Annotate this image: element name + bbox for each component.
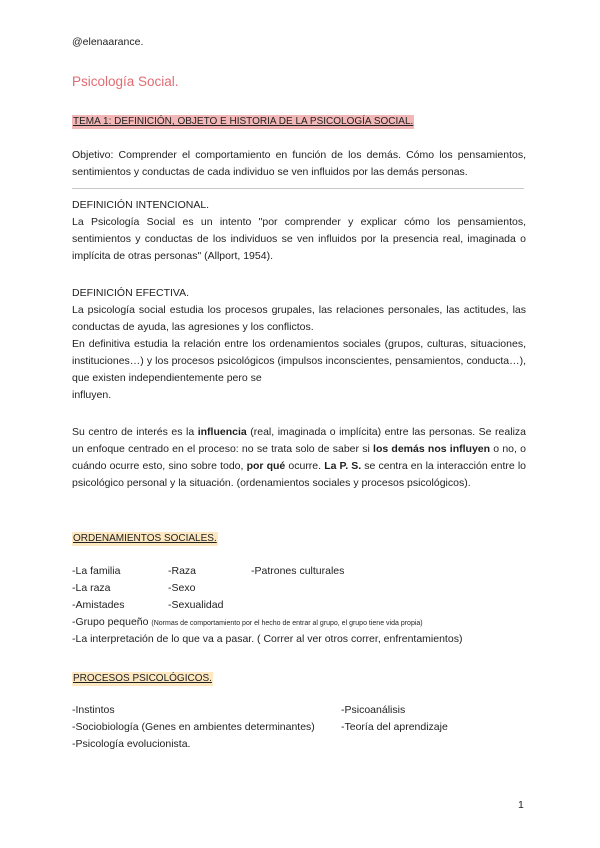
orderings-column-3 [251,563,344,580]
interest-center-paragraph [72,424,526,492]
interpretation-item: -La interpretación de lo que va a pasar. ( Correr al ver otros correr, enfrentamientos) [72,633,463,645]
effective-definition-heading: DEFINICIÓN EFECTIVA. [72,287,190,299]
objective-paragraph: Objetivo: Comprender el comportamiento en función de los demás. Cómo los pensamientos, sentimientos y conductas de cada individuo se ven influidos por las demás personas. [72,149,526,178]
document-title: Psicología Social. [72,74,179,89]
interest-bold-influencia: influencia [197,426,247,438]
list-item: -Psicoanálisis [341,704,406,716]
list-item: -Amistades [72,599,125,611]
interest-text-1: Su centro de interés es la [72,426,198,438]
social-orderings-heading [72,528,218,546]
topic-heading-text: TEMA 1: DEFINICIÓN, OBJETO E HISTORIA DE LA PSICOLOGÍA SOCIAL. [73,116,414,127]
list-item: -La raza [72,582,111,594]
list-item: -Teoría del aprendizaje [341,721,448,733]
effective-definition-text-1: La psicología social estudia los procesos grupales, las relaciones personales, las actitudes, las conductas de ayuda, las agresiones y los conflictos. [72,304,526,333]
page-number: 1 [518,799,524,811]
horizontal-divider [72,188,524,189]
effective-definition-text-3: influyen. [72,389,112,401]
list-item: -Instintos [72,704,115,716]
orderings-column-1 [72,563,125,614]
intentional-definition-heading: DEFINICIÓN INTENCIONAL. [72,199,210,211]
effective-definition-text-2: En definitiva estudia la relación entre los ordenamientos sociales (grupos, culturas, situaciones, instituciones…) y los procesos psicológicos (impulsos inconscientes, pensamientos, conducta…), que existen independientemente pero se [72,338,526,384]
interest-text-5: se centra en la interacción entre lo psicológico personal y la situación. (ordenamientos sociales y procesos psicológicos). [72,460,527,489]
small-group-note: (Normas de comportamiento por el hecho de entrar al grupo, el grupo tiene vida propia) [151,620,423,627]
interest-bold-demas: los demás nos influyen [373,443,491,455]
psych-processes-heading [72,668,213,686]
psych-processes-heading-text: PROCESOS PSICOLÓGICOS. [73,673,212,684]
list-item: -Sexualidad [168,599,224,611]
list-item: -Raza [168,565,197,577]
interest-text-4: ocurre. [285,460,325,472]
small-group-item [72,614,423,632]
small-group-label: -Grupo pequeño [72,616,152,628]
list-item: -Sociobiología (Genes en ambientes determinantes) [72,721,315,733]
list-item: -Patrones culturales [251,565,345,577]
interest-bold-ps: La P. S. [324,460,362,472]
topic-heading [72,111,414,129]
author-handle: @elenaarance. [72,36,144,48]
interest-text-2: (real, imaginada o implícita) entre las personas. Se realiza un enfoque centrado en el proceso: no se trata solo de saber si [72,426,526,455]
list-item: -Sexo [168,582,196,594]
interest-text-3: o no, o cuándo ocurre esto, sino sobre todo, [72,443,526,472]
interest-bold-porque: por qué [246,460,286,472]
orderings-column-2 [168,563,223,614]
list-item: -La familia [72,565,121,577]
processes-right-column [341,702,448,736]
processes-left-column [72,702,315,753]
social-orderings-heading-text: ORDENAMIENTOS SOCIALES. [73,533,217,544]
intentional-definition-text: La Psicología Social es un intento "por comprender y explicar cómo los pensamientos, sentimientos y conductas de los individuos se ven influidos por la presencia real, imaginada o implícita de otras personas" (Allport, 1954). [72,216,526,262]
list-item: -Psicología evolucionista. [72,738,191,750]
